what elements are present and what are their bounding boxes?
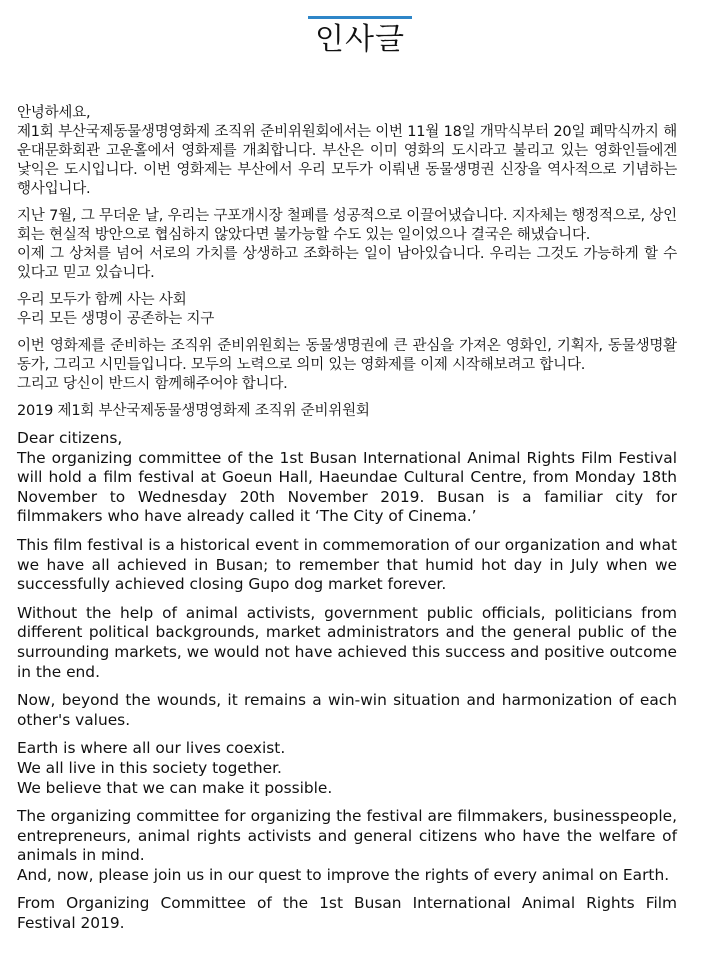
korean-slogans (17, 291, 677, 329)
english-intro-paragraph (17, 429, 677, 527)
english-paragraph-5-block (17, 807, 677, 885)
english-paragraph-1: The organizing committee of the 1st Busan International Animal Rights Film Festival will hold a film festival at Goeun Hall, Haeundae Cultural Centre, from Monday 18th November to Wednesday 20th November 2019. Busan is a familiar city for filmmakers who have already called it ‘The City of Cinema.’ (17, 448, 677, 526)
letter-body (17, 104, 677, 943)
korean-paragraph-2b: 이제 그 상처를 넘어 서로의 가치를 상생하고 조화하는 일이 남아있습니다. 우리는 그것도 가능하게 할 수 있다고 믿고 있습니다. (17, 246, 677, 281)
korean-slogan-2: 우리 모든 생명이 공존하는 지구 (17, 311, 215, 327)
english-paragraph-5: The organizing committee for organizing the festival are filmmakers, businesspeople, entrepreneurs, animal rights activists and general citizens who have the welfare of animals in mind. (17, 807, 677, 865)
english-slogan-2: We all live in this society together. (17, 758, 282, 777)
english-slogan-1: Earth is where all our lives coexist. (17, 739, 286, 758)
page-title: 인사글 (315, 22, 405, 57)
korean-paragraph-3-block (17, 337, 677, 394)
korean-paragraph-2-block (17, 207, 677, 283)
page-header (0, 16, 720, 60)
korean-paragraph-3: 이번 영화제를 준비하는 조직위 준비위원회는 동물생명권에 큰 관심을 가져온 영화인, 기획자, 동물생명활동가, 그리고 시민들입니다. 모두의 노력으로 의미 있는 영화제를 이제 시작해보려고 합니다. (17, 338, 677, 373)
english-paragraph-2: This film festival is a historical event in commemoration of our organization and what we have all achieved in Busan; to remember that humid hot day in July when we successfully achieved closing Gupo dog market forever. (17, 535, 677, 594)
english-paragraph-4: Now, beyond the wounds, it remains a win-win situation and harmonization of each other's values. (17, 691, 677, 729)
korean-intro-paragraph (17, 104, 677, 199)
english-slogan-3: We believe that we can make it possible. (17, 778, 333, 797)
korean-paragraph-1: 제1회 부산국제동물생명영화제 조직위 준비위원회에서는 이번 11월 18일 개막식부터 20일 폐막식까지 해운대문화회관 고운홀에서 영화제를 개최합니다. 부산은 이미 영화의 도시라고 불리고 있는 영화인들에겐 낯익은 도시입니다. 이번 영화제는 부산에서 우리 모두가 이뤄낸 동물생명권 신장을 역사적으로 기념하는 행사입니다. (17, 124, 677, 197)
korean-paragraph-3b: 그리고 당신이 반드시 함께해주어야 합니다. (17, 376, 288, 392)
korean-greeting: 안녕하세요, (17, 105, 91, 121)
title-accent-bar (308, 16, 412, 19)
english-slogans (17, 739, 677, 798)
korean-slogan-1: 우리 모두가 함께 사는 사회 (17, 292, 187, 308)
english-paragraph-5b: And, now, please join us in our quest to improve the rights of every animal on Earth. (17, 865, 670, 884)
korean-signature: 2019 제1회 부산국제동물생명영화제 조직위 준비위원회 (17, 403, 370, 419)
english-paragraph-3: Without the help of animal activists, government public officials, politicians from different political backgrounds, market administrators and the general public of the surrounding markets, we would not have achieved this success and positive outcome in the end. (17, 603, 677, 681)
korean-paragraph-2: 지난 7월, 그 무더운 날, 우리는 구포개시장 철폐를 성공적으로 이끌어냈습니다. 지자체는 행정적으로, 상인회는 현실적 방안으로 협심하지 않았다면 불가능할 수도 있는 일이었으나 결국은 해냈습니다. (17, 208, 677, 243)
english-signature: From Organizing Committee of the 1st Busan International Animal Rights Film Festival 2019. (17, 894, 677, 933)
english-greeting: Dear citizens, (17, 429, 123, 447)
